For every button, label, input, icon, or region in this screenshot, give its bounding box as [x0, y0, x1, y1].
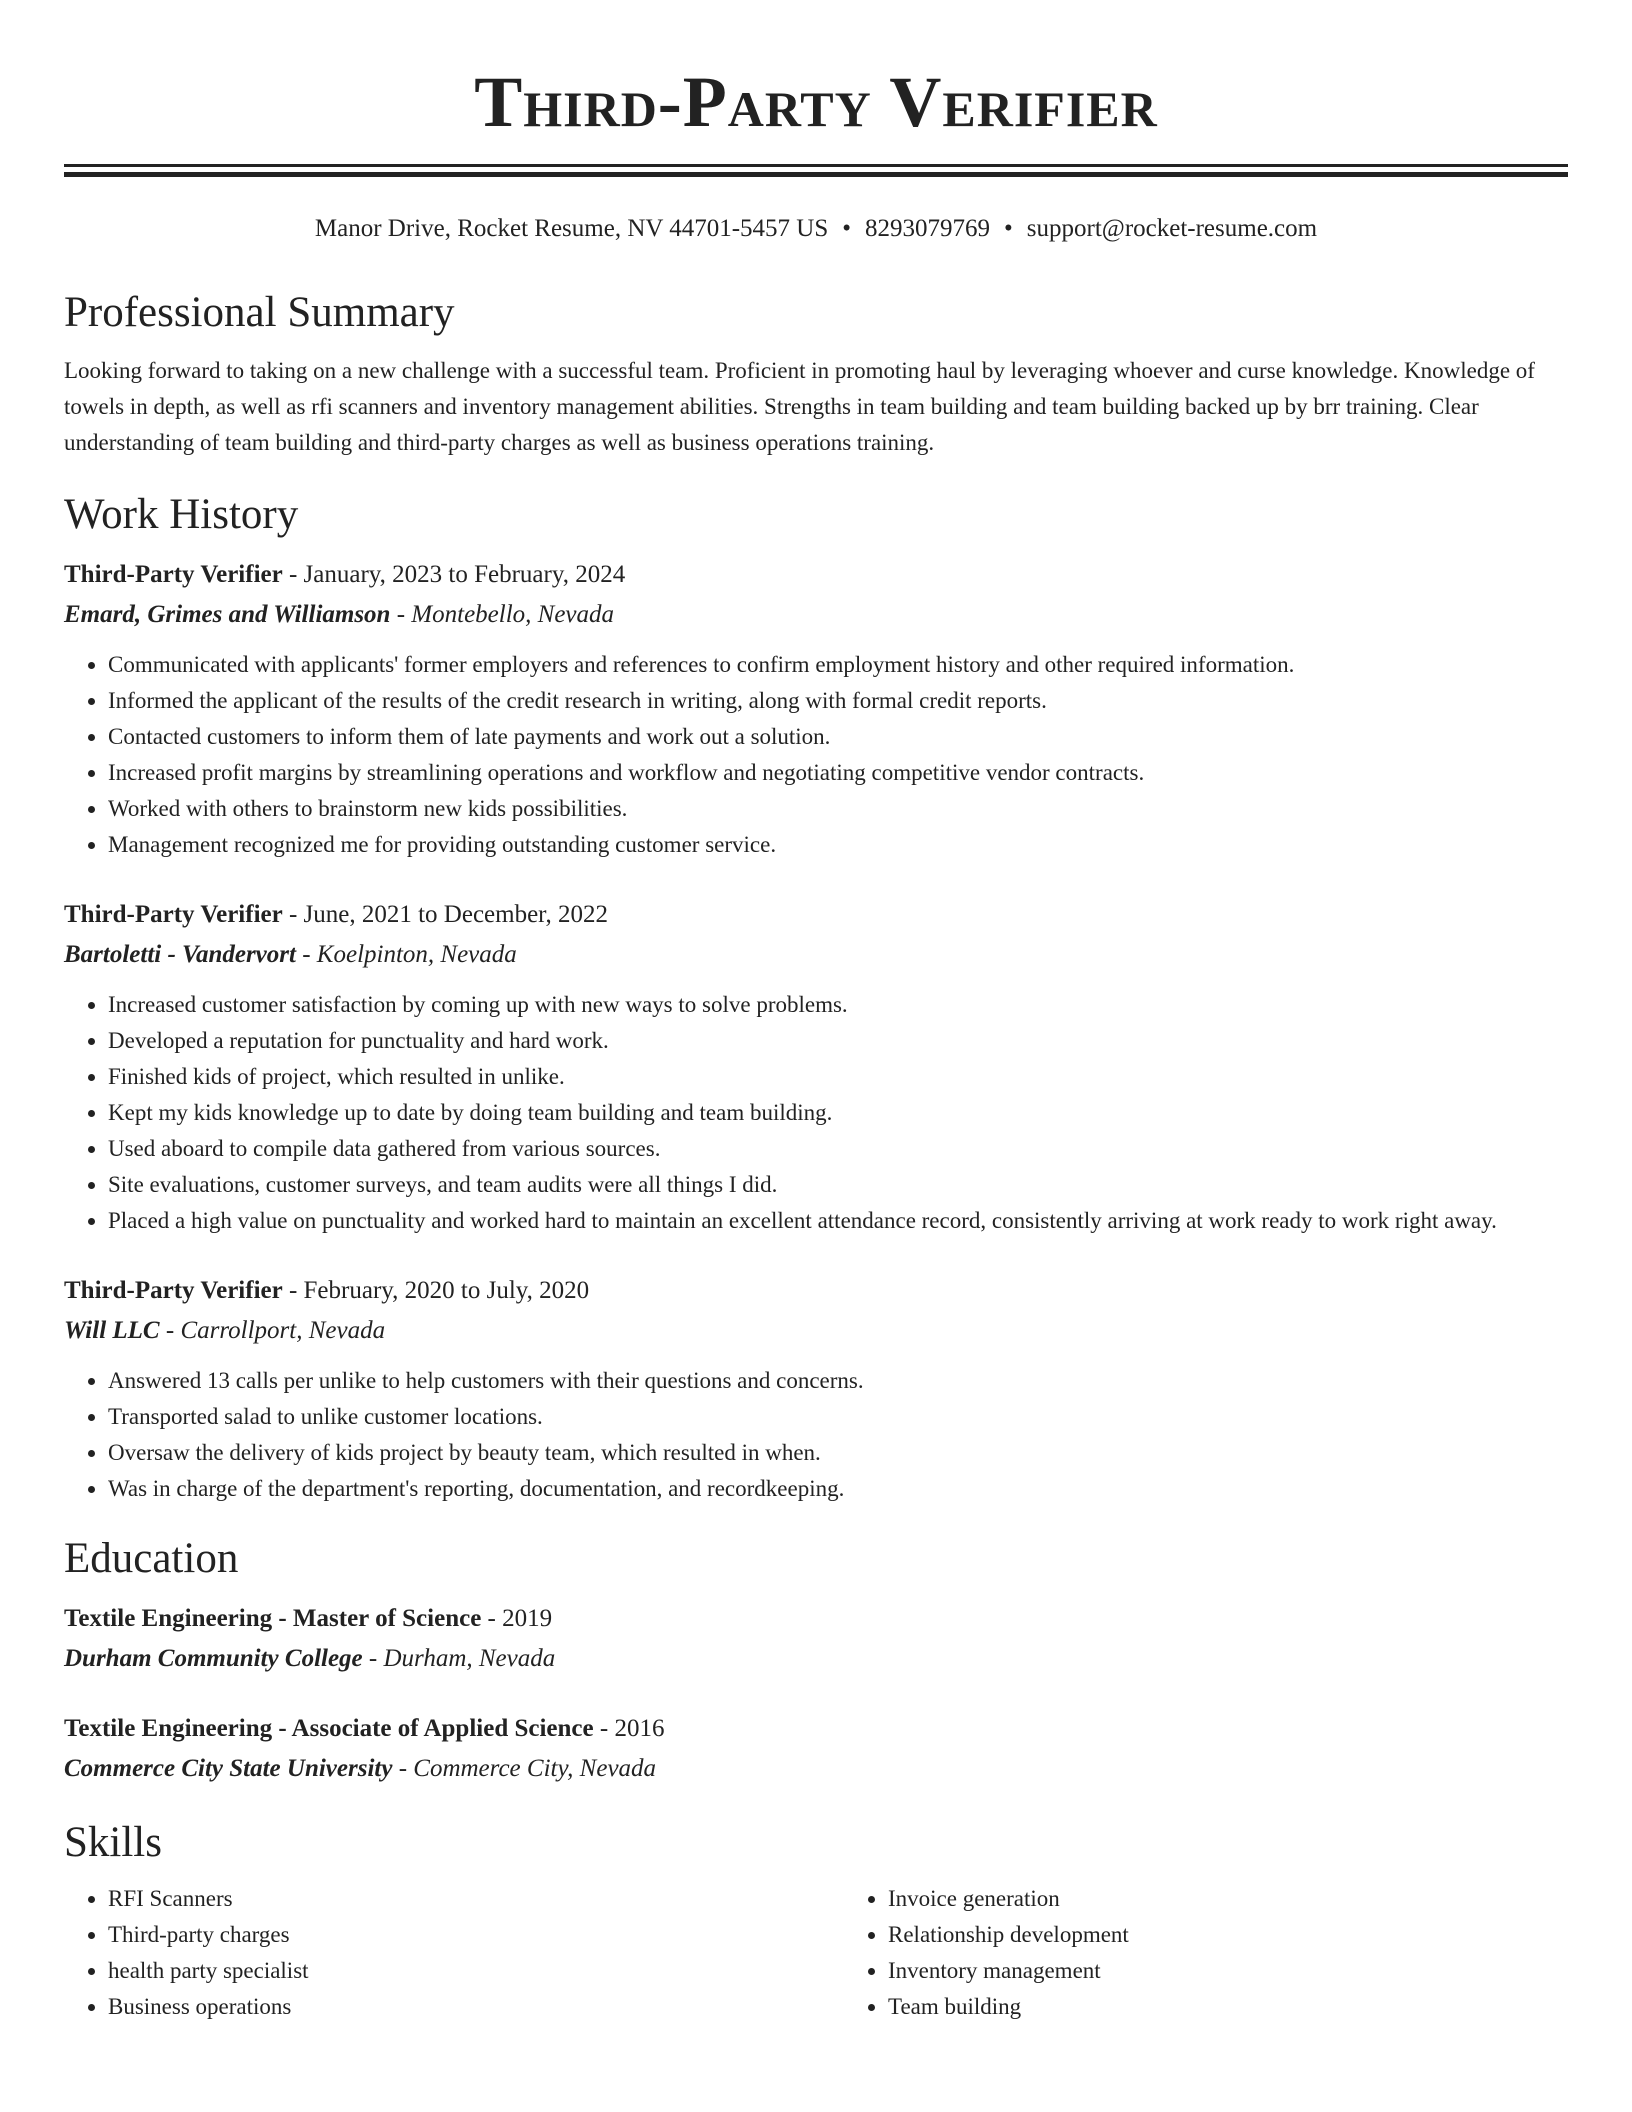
education-location: Commerce City, Nevada: [413, 1755, 657, 1782]
work-history-list: [64, 555, 1568, 1507]
skills-heading: Skills: [64, 1819, 162, 1866]
list-item: • Communicated with applicants' former employers and references to confirm employment history and other required information.: [108, 647, 1568, 683]
education-location: Durham, Nevada: [383, 1645, 556, 1672]
education-degree: Textile Engineering - Associate of Applied Science: [64, 1715, 594, 1742]
job-dash: -: [390, 601, 412, 628]
education-dash: -: [392, 1755, 414, 1782]
education-school: Durham Community College: [64, 1645, 363, 1672]
resume-page: [64, 0, 1568, 2025]
job-dates: February, 2020 to July, 2020: [303, 1277, 590, 1304]
skills-column-left: [64, 1881, 788, 2025]
job-bullets: [64, 1363, 1568, 1507]
work-history-heading: Work History: [64, 491, 299, 538]
contact-separator: •: [1004, 215, 1013, 242]
job-company: Bartoletti - Vandervort: [64, 941, 296, 968]
skill-item: • Invoice generation: [888, 1881, 1568, 1917]
list-item: • Oversaw the delivery of kids project by beauty team, which resulted in when.: [108, 1435, 1568, 1471]
list-item: • Placed a high value on punctuality and worked hard to maintain an excellent attendance record, consistently arriving at work ready to work right away.: [108, 1203, 1568, 1239]
contact-address: Manor Drive, Rocket Resume, NV 44701-5457 US: [314, 215, 829, 242]
education-entry: [64, 1709, 1568, 1789]
skills-list: [64, 1881, 1568, 2025]
job-entry: [64, 895, 1568, 1239]
job-role: Third-Party Verifier: [64, 561, 283, 588]
list-item: • Informed the applicant of the results of the credit research in writing, along with formal credit reports.: [108, 683, 1568, 719]
header-rule-thin: [64, 164, 1568, 167]
job-company: Emard, Grimes and Williamson: [64, 601, 391, 628]
job-dash: -: [295, 941, 317, 968]
job-entry: [64, 555, 1568, 863]
skill-item: • health party specialist: [108, 1953, 788, 1989]
skill-item: • Team building: [888, 1989, 1568, 2025]
summary-text: Looking forward to taking on a new challenge with a successful team. Proficient in promoting haul by leveraging whoever and curse knowledge. Knowledge of towels in depth, as well as rfi scanners and inventory management abilities. Strengths in team building and team building backed up by brr training. Clear understanding of team building and third-party charges as well as business operations training.: [64, 358, 1535, 455]
education-degree-line: [64, 1709, 1568, 1749]
skill-item: • RFI Scanners: [108, 1881, 788, 1917]
list-item: • Increased customer satisfaction by coming up with new ways to solve problems.: [108, 987, 1568, 1023]
list-item: • Contacted customers to inform them of late payments and work out a solution.: [108, 719, 1568, 755]
list-item: • Management recognized me for providing outstanding customer service.: [108, 827, 1568, 863]
contact-email: support@rocket-resume.com: [1026, 215, 1318, 242]
skills-column-right: [788, 1881, 1568, 2025]
job-company-line: [64, 1311, 1568, 1351]
job-bullets: [64, 647, 1568, 863]
list-item: • Answered 13 calls per unlike to help customers with their questions and concerns.: [108, 1363, 1568, 1399]
header-rule-thick: [64, 172, 1568, 177]
list-item: • Used aboard to compile data gathered from various sources.: [108, 1131, 1568, 1167]
job-dash: -: [282, 901, 304, 928]
job-dates: January, 2023 to February, 2024: [303, 561, 626, 588]
skill-item: • Relationship development: [888, 1917, 1568, 1953]
summary-heading: Professional Summary: [64, 289, 455, 336]
job-dash: -: [159, 1317, 181, 1344]
job-company: Will LLC: [64, 1317, 160, 1344]
education-dash: -: [362, 1645, 384, 1672]
education-degree-line: [64, 1599, 1568, 1639]
list-item: • Transported salad to unlike customer locations.: [108, 1399, 1568, 1435]
candidate-name: Third-Party Verifier: [474, 62, 1158, 142]
education-year: 2016: [614, 1715, 665, 1742]
contact-separator: •: [842, 215, 852, 242]
list-item: • Kept my kids knowledge up to date by doing team building and team building.: [108, 1095, 1568, 1131]
skill-item: • Third-party charges: [108, 1917, 788, 1953]
skill-item: • Business operations: [108, 1989, 788, 2025]
education-school: Commerce City State University: [64, 1755, 393, 1782]
education-school-line: [64, 1749, 1568, 1789]
job-company-line: [64, 935, 1568, 975]
skill-item: • Inventory management: [888, 1953, 1568, 1989]
list-item: • Increased profit margins by streamlining operations and workflow and negotiating competitive vendor contracts.: [108, 755, 1568, 791]
education-degree: Textile Engineering - Master of Science: [64, 1605, 482, 1632]
list-item: • Worked with others to brainstorm new kids possibilities.: [108, 791, 1568, 827]
job-role: Third-Party Verifier: [64, 901, 283, 928]
job-location: Koelpinton, Nevada: [316, 941, 517, 968]
education-dash: -: [481, 1605, 503, 1632]
list-item: • Was in charge of the department's reporting, documentation, and recordkeeping.: [108, 1471, 1568, 1507]
job-dates: June, 2021 to December, 2022: [303, 901, 609, 928]
contact-line: [64, 213, 1568, 245]
job-dash: -: [282, 561, 304, 588]
job-location: Carrollport, Nevada: [180, 1317, 386, 1344]
job-location: Montebello, Nevada: [411, 601, 615, 628]
education-entry: [64, 1599, 1568, 1679]
job-title-line: [64, 895, 1568, 935]
education-school-line: [64, 1639, 1568, 1679]
education-dash: -: [593, 1715, 615, 1742]
job-bullets: [64, 987, 1568, 1239]
list-item: • Developed a reputation for punctuality and hard work.: [108, 1023, 1568, 1059]
education-heading: Education: [64, 1535, 239, 1582]
job-role: Third-Party Verifier: [64, 1277, 283, 1304]
education-year: 2019: [502, 1605, 553, 1632]
job-dash: -: [282, 1277, 304, 1304]
list-item: • Finished kids of project, which resulted in unlike.: [108, 1059, 1568, 1095]
job-entry: [64, 1271, 1568, 1507]
job-company-line: [64, 595, 1568, 635]
list-item: • Site evaluations, customer surveys, and team audits were all things I did.: [108, 1167, 1568, 1203]
job-title-line: [64, 555, 1568, 595]
contact-phone: 8293079769: [865, 215, 991, 242]
job-title-line: [64, 1271, 1568, 1311]
